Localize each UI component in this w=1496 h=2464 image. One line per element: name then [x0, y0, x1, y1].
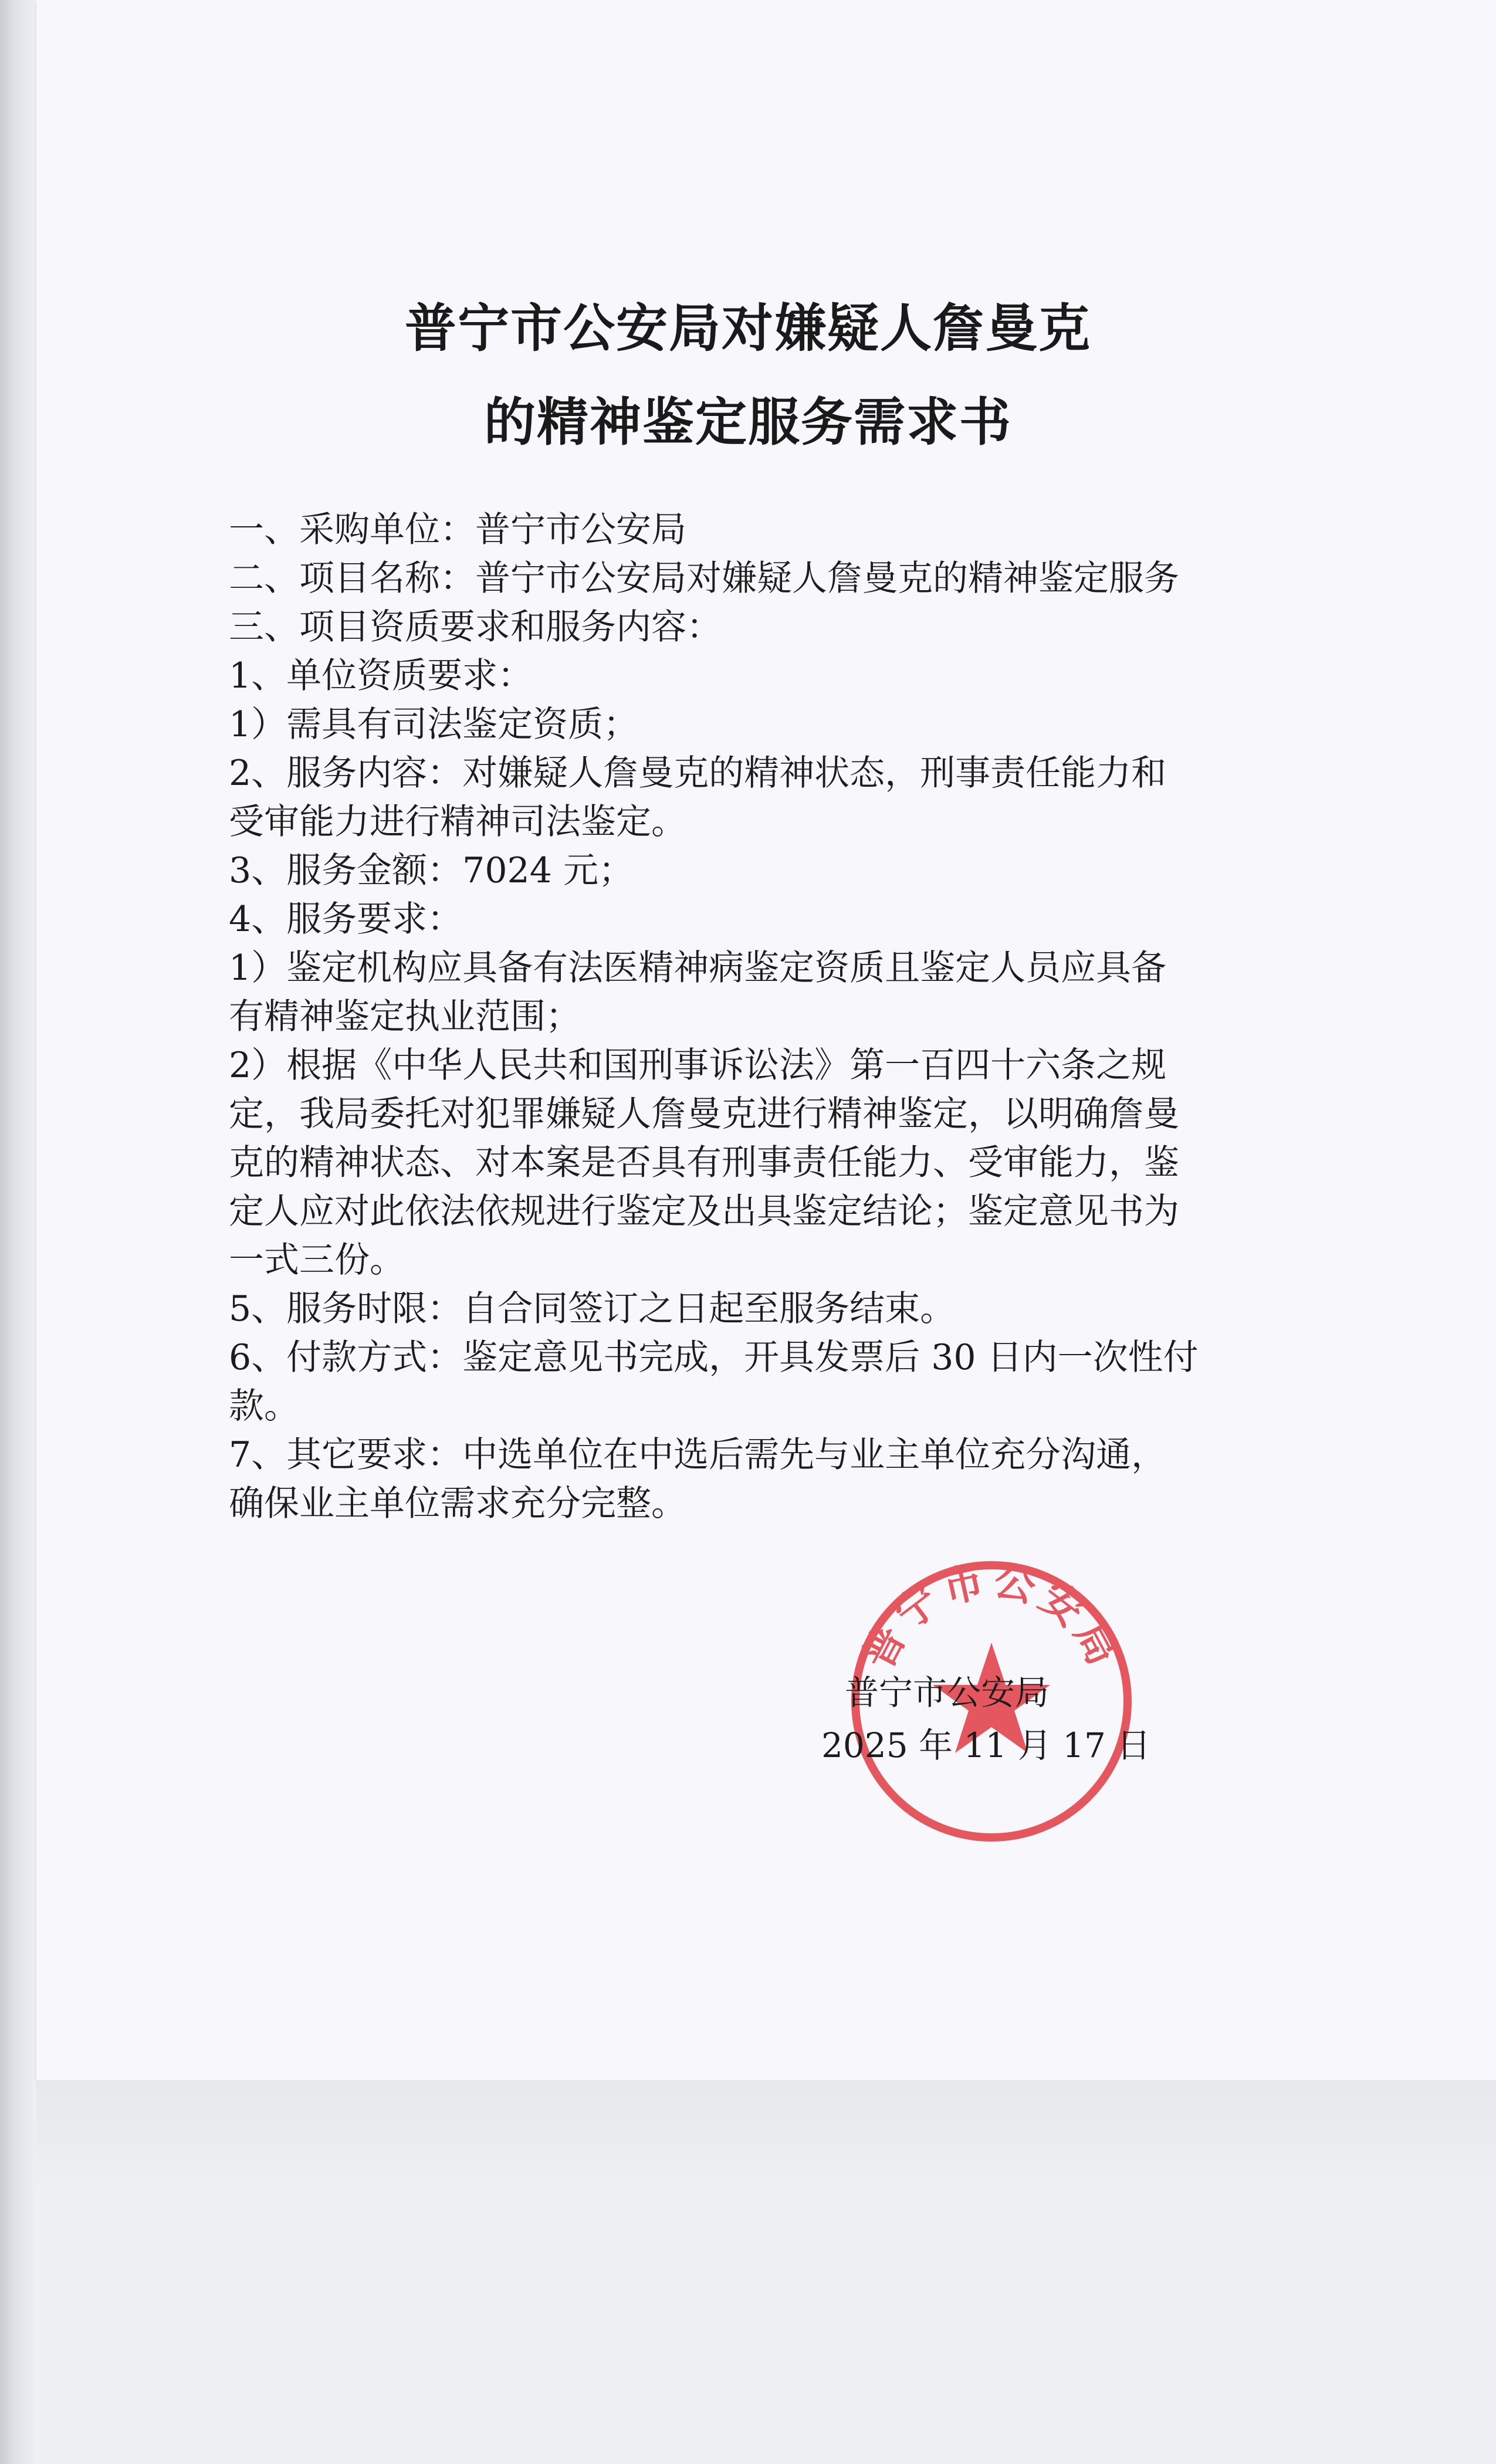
body-line-service-content: 2、服务内容：对嫌疑人詹曼克的精神状态，刑事责任能力和 [229, 753, 1167, 794]
seal-text: 普宁市公安局 [853, 1555, 1130, 1677]
signature-date: 2025 年 11 月 17 日 [821, 1725, 1151, 1765]
body-line-project-name: 二、项目名称：普宁市公安局对嫌疑人詹曼克的精神鉴定服务 [229, 558, 1179, 599]
body-line-requirement-2-cont-3: 定人应对此依法依规进行鉴定及出具鉴定结论；鉴定意见书为 [229, 1191, 1179, 1232]
body-line-requirement-1: 1）鉴定机构应具备有法医精神病鉴定资质且鉴定人员应具备 [229, 947, 1167, 989]
body-line-service-content-cont: 受审能力进行精神司法鉴定。 [229, 801, 686, 842]
document-title-line-1: 普宁市公安局对嫌疑人詹曼克 [404, 298, 1091, 358]
body-line-service-period: 5、服务时限：自合同签订之日起至服务结束。 [229, 1288, 956, 1329]
body-line-requirement-2-cont-4: 一式三份。 [229, 1240, 405, 1281]
body-line-qualification-heading: 1、单位资质要求： [229, 655, 533, 696]
body-line-payment-method-cont: 款。 [229, 1386, 299, 1427]
body-line-procurer: 一、采购单位：普宁市公安局 [229, 509, 686, 550]
body-line-other-requirements: 7、其它要求：中选单位在中选后需先与业主单位充分沟通， [229, 1434, 1167, 1475]
body-line-requirement-2: 2）根据《中华人民共和国刑事诉讼法》第一百四十六条之规 [229, 1045, 1167, 1086]
body-line-requirement-2-cont-1: 定，我局委托对犯罪嫌疑人詹曼克进行精神鉴定，以明确詹曼 [229, 1094, 1179, 1135]
body-line-other-requirements-cont: 确保业主单位需求充分完整。 [229, 1483, 686, 1524]
scan-background [36, 2080, 1496, 2464]
document-body [229, 506, 1279, 1528]
body-line-section-three: 三、项目资质要求和服务内容： [229, 607, 722, 648]
body-line-payment-method: 6、付款方式：鉴定意见书完成，开具发票后 30 日内一次性付 [229, 1337, 1199, 1378]
body-line-qualification-item: 1）需具有司法鉴定资质； [229, 704, 639, 745]
body-line-requirement-2-cont-2: 克的精神状态、对本案是否具有刑事责任能力、受审能力，鉴 [229, 1142, 1179, 1183]
scan-edge-left [0, 0, 36, 2464]
body-line-service-requirements: 4、服务要求： [229, 899, 463, 940]
signature-organization: 普宁市公安局 [845, 1673, 1050, 1712]
body-line-requirement-1-cont: 有精神鉴定执业范围； [229, 996, 581, 1037]
document-title-line-2: 的精神鉴定服务需求书 [483, 392, 1012, 452]
body-line-service-amount: 3、服务金额：7024 元； [229, 850, 634, 891]
